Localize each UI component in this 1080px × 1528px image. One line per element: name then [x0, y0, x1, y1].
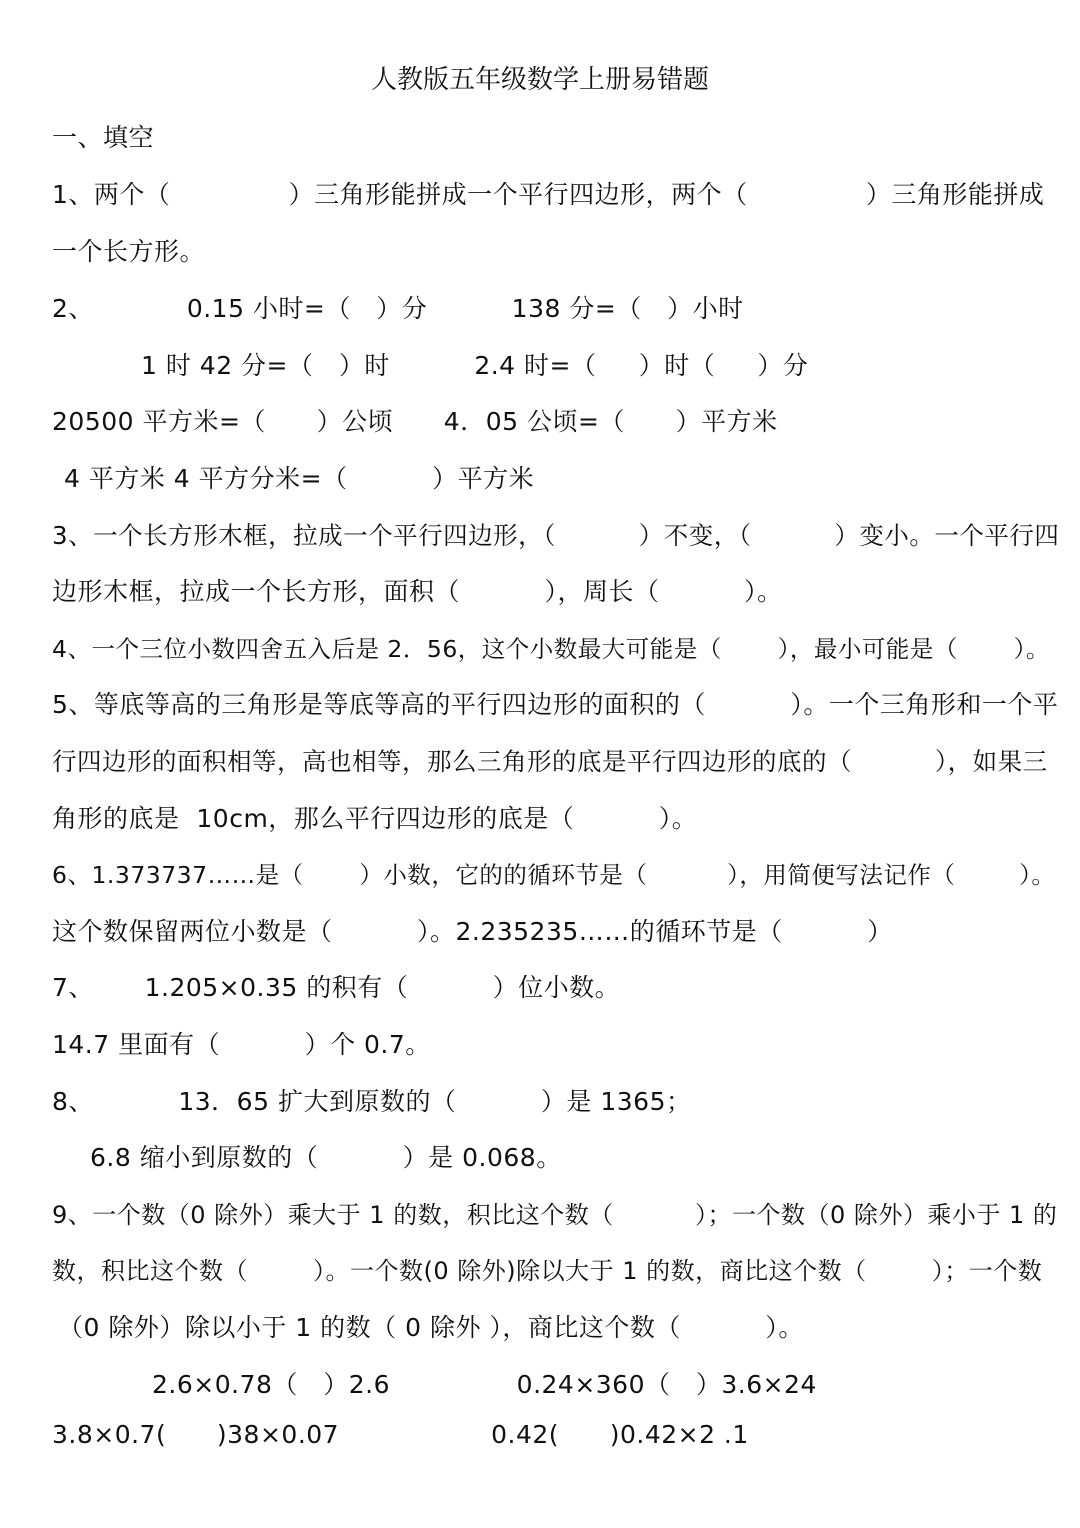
- question-5-line-3: 角形的底是 10cm，那么平行四边形的底是（ ）。: [52, 804, 698, 833]
- question-8-line-1: 8、 13．65 扩大到原数的（ ）是 1365；: [52, 1087, 692, 1116]
- question-1-line-2: 一个长方形。: [52, 237, 206, 266]
- page-title: 人教版五年级数学上册易错题: [370, 65, 709, 95]
- question-2-line-3: 20500 平方米=（ ）公顷 4．05 公顷=（ ）平方米: [52, 407, 778, 436]
- question-7-line-2: 14.7 里面有（ ）个 0.7。: [52, 1030, 431, 1059]
- question-8-line-2: 6.8 缩小到原数的（ ）是 0.068。: [90, 1143, 562, 1172]
- comparison-line-2: 3.8×0.7( )38×0.07 0.42( )0.42×2 .1: [52, 1420, 749, 1449]
- question-6-line-1: 6、1.373737……是（ ）小数，它的的循环节是（ ），用简便写法记作（ ）。: [52, 861, 1056, 889]
- question-2-line-1: 2、 0.15 小时=（ ）分 138 分=（ ）小时: [52, 294, 744, 323]
- question-2-line-2: 1 时 42 分=（ ）时 2.4 时=（ ）时（ ）分: [141, 351, 809, 380]
- question-9-line-1: 9、一个数（0 除外）乘大于 1 的数，积比这个数（ ）；一个数（0 除外）乘小于 1 的: [52, 1201, 1058, 1229]
- question-6-line-2: 这个数保留两位小数是（ ）。2.235235……的循环节是（ ）: [52, 917, 893, 946]
- question-3-line-2: 边形木框，拉成一个长方形，面积（ ），周长（ ）。: [52, 577, 783, 606]
- question-5-line-2: 行四边形的面积相等，高也相等，那么三角形的底是平行四边形的底的（ ），如果三: [52, 747, 1048, 776]
- question-9-line-3: （0 除外）除以小于 1 的数（ 0 除外 ），商比这个数（ ）。: [58, 1313, 804, 1342]
- comparison-line-1: 2.6×0.78（ ）2.6 0.24×360（ ）3.6×24: [152, 1370, 817, 1399]
- question-4-line-1: 4、一个三位小数四舍五入后是 2．56，这个小数最大可能是（ ），最小可能是（ ）。: [52, 635, 1050, 663]
- question-9-line-2: 数，积比这个数（ ）。一个数(0 除外)除以大于 1 的数，商比这个数（ ）；一个数: [52, 1257, 1043, 1285]
- question-3-line-1: 3、一个长方形木框，拉成一个平行四边形，（ ）不变，（ ）变小。一个平行四: [52, 521, 1060, 550]
- question-5-line-1: 5、等底等高的三角形是等底等高的平行四边形的面积的（ ）。一个三角形和一个平: [52, 690, 1059, 719]
- question-7-line-1: 7、 1.205×0.35 的积有（ ）位小数。: [52, 973, 621, 1002]
- section-heading: 一、填空: [52, 123, 155, 152]
- question-2-line-4: 4 平方米 4 平方分米=（ ）平方米: [64, 464, 535, 493]
- question-1-line-1: 1、两个（ ）三角形能拼成一个平行四边形，两个（ ）三角形能拼成: [52, 180, 1045, 209]
